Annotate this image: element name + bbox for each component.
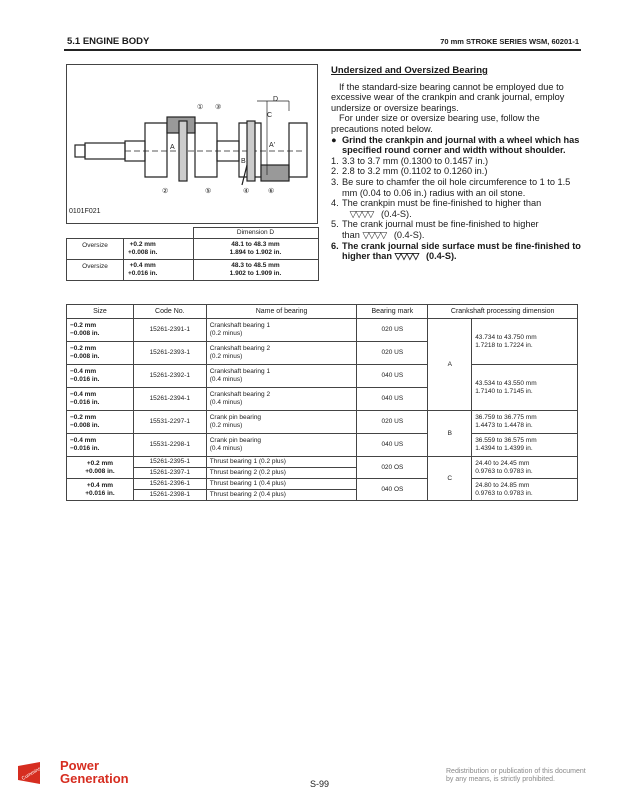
col-mark: Bearing mark <box>357 305 428 319</box>
finish-symbol: ▽▽▽▽ <box>349 208 374 219</box>
table-row: +0.4 mm +0.016 in. 15261-2396-1 Thrust bearing 1 (0.4 plus) 040 OS 24.80 to 24.85 mm 0.9763 to 0.9783 in. <box>67 479 578 490</box>
crankshaft-figure <box>66 64 318 224</box>
dimension-mm: 48.3 to 48.5 mm <box>231 262 280 269</box>
table-row: −0.4 mm −0.016 in. 15261-2392-1 Crankshaft bearing 1 (0.4 minus) 040 US 43.534 to 43.550 mm 1.7140 to 1.7145 in. <box>67 365 578 388</box>
bearing-table <box>66 304 578 501</box>
bullet-item: ● Grind the crankpin and journal with a wheel which has specified round corner and width without shoulder. <box>331 134 580 156</box>
header-rule <box>64 49 581 51</box>
group-b: B <box>428 411 472 457</box>
label-a-prime: A' <box>269 142 276 149</box>
finish-symbol: ▽▽▽▽ <box>394 251 419 262</box>
callout-3: ③ <box>215 104 222 111</box>
table-row: 15261-2398-1 Thrust bearing 2 (0.4 plus) <box>67 490 578 501</box>
callout-5: ⑤ <box>205 188 212 195</box>
table-row: +0.2 mm +0.008 in. 15261-2395-1 Thrust bearing 1 (0.2 plus) 020 OS C 24.40 to 24.45 mm 0.9763 to 0.9783 in. <box>67 457 578 468</box>
finish-symbol: ▽▽▽▽ <box>362 229 387 240</box>
callout-6: ⑥ <box>268 188 275 195</box>
col-code: Code No. <box>133 305 206 319</box>
dimension-mm: 48.1 to 48.3 mm <box>231 241 280 248</box>
instructions-title: Undersized and Oversized Bearing <box>331 65 488 76</box>
label-c: C <box>267 112 273 119</box>
table-row: −0.4 mm −0.016 in. 15531-2298-1 Crank pin bearing (0.4 minus) 040 US 36.559 to 36.575 mm 1.4394 to 1.4399 in. <box>67 434 578 457</box>
table-row <box>67 260 319 281</box>
label-d: D <box>273 96 279 103</box>
oversize-mm: +0.4 mm <box>129 262 156 269</box>
disclaimer: Redistribution or publication of this document by any means, is strictly prohibited. <box>446 768 586 783</box>
callout-1: ① <box>197 104 204 111</box>
dimension-header: Dimension D <box>193 228 318 239</box>
dimension-in: 1.902 to 1.909 in. <box>229 270 282 277</box>
bearing-instructions <box>331 66 581 262</box>
page-number: S-99 <box>310 779 330 789</box>
list-item: 6. The crank journal side surface must be fine-finished to higher than ▽▽▽▽ (0.4-S). <box>331 240 581 262</box>
table-header-row <box>67 305 578 319</box>
oversize-mm: +0.2 mm <box>129 241 156 248</box>
callout-2: ② <box>162 188 169 195</box>
oversize-label: Oversize <box>67 239 124 259</box>
table-row: 15261-2397-1 Thrust bearing 2 (0.2 plus) <box>67 468 578 479</box>
list-item: 3. Be sure to chamfer the oil hole circumference to 1 to 1.5 mm (0.04 to 0.06 in.) radius with an oil stone. <box>331 176 571 198</box>
paragraph: For under size or oversize bearing use, follow the precautions noted below. <box>331 113 540 134</box>
group-a: A <box>428 319 472 411</box>
series-label: 70 mm STROKE SERIES WSM, 60201-1 <box>440 37 579 46</box>
dimension-d-table <box>66 227 319 281</box>
dimension-in: 1.894 to 1.902 in. <box>229 249 282 256</box>
list-item: 1. 3.3 to 3.7 mm (0.1300 to 0.1457 in.) <box>331 155 489 166</box>
list-item: 2. 2.8 to 3.2 mm (0.1102 to 0.1260 in.) <box>331 166 488 177</box>
list-item: 5. The crank journal must be fine-finished to higher than ▽▽▽▽ (0.4-S). <box>331 219 539 240</box>
col-size: Size <box>67 305 134 319</box>
oversize-in: +0.008 in. <box>128 249 158 256</box>
cummins-logo <box>16 760 42 786</box>
crankshaft-drawing <box>67 65 317 223</box>
table-row: −0.4 mm −0.016 in. 15261-2394-1 Crankshaft bearing 2 (0.4 minus) 040 US <box>67 388 578 411</box>
svg-text:Cummins: Cummins <box>20 766 42 782</box>
oversize-in: +0.016 in. <box>128 270 158 277</box>
table-row <box>67 239 319 260</box>
section-title: 5.1 ENGINE BODY <box>67 36 150 47</box>
group-c: C <box>428 457 472 501</box>
table-row: −0.2 mm −0.008 in. 15261-2391-1 Crankshaft bearing 1 (0.2 minus) 020 US A 43.734 to 43.750 mm 1.7218 to 1.7224 in. <box>67 319 578 342</box>
table-row: −0.2 mm −0.008 in. 15531-2297-1 Crank pin bearing (0.2 minus) 020 US B 36.759 to 36.775 mm 1.4473 to 1.4478 in. <box>67 411 578 434</box>
brand-wordmark: Power Generation <box>60 758 129 786</box>
list-item: 4. The crankpin must be fine-finished to higher than ▽▽▽▽ (0.4-S). <box>331 198 542 219</box>
paragraph: If the standard-size bearing cannot be employed due to excessive wear of the crankpin and crank journal, employ undersize or oversize bearings. <box>331 81 565 113</box>
col-name: Name of bearing <box>206 305 357 319</box>
label-b: B <box>241 158 246 165</box>
callout-4: ④ <box>243 188 250 195</box>
oversize-label: Oversize <box>67 260 124 280</box>
label-a: A <box>170 144 175 151</box>
figure-code: 0101F021 <box>69 208 101 215</box>
col-dimension: Crankshaft processing dimension <box>428 305 578 319</box>
table-row: −0.2 mm −0.008 in. 15261-2393-1 Crankshaft bearing 2 (0.2 minus) 020 US <box>67 342 578 365</box>
